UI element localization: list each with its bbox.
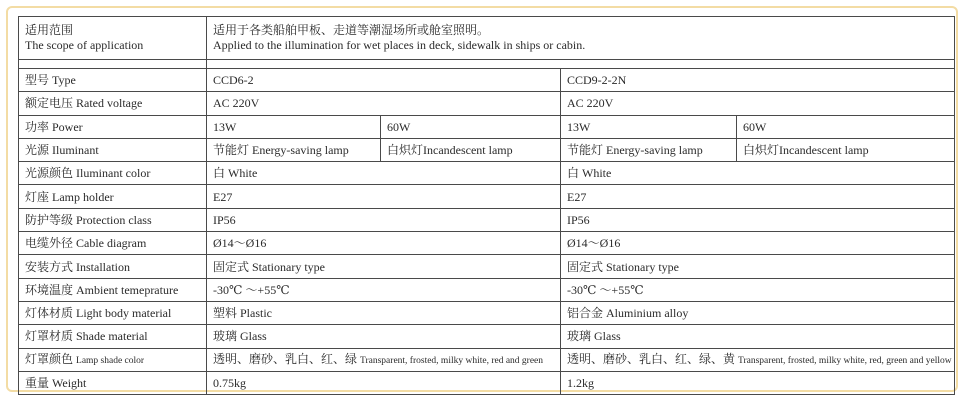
cell-model-a: 固定式 Stationary type [207,255,561,278]
cell-model-b: -30℃ ～+55℃ [561,278,955,301]
cell-model-a: 玻璃 Glass [207,325,561,348]
table-row-illuminant [19,138,955,161]
scope-label [19,17,207,60]
shade-color-label-cn: 灯罩颜色 [25,351,74,366]
row-label: 灯座 Lamp holder [19,185,207,208]
cell-model-a: -30℃ ～+55℃ [207,278,561,301]
row-label: 电缆外径 Cable diagram [19,232,207,255]
cell-model-b-2: 60W [737,115,955,138]
shade-color-b-en: Transparent, frosted, milky white, red, green and yellow [738,355,952,366]
cell-model-a-2: 60W [381,115,561,138]
cell-model-b: 玻璃 Glass [561,325,955,348]
cell-model-b-1: 节能灯 Energy-saving lamp [561,138,737,161]
row-label: 环境温度 Ambient temeprature [19,278,207,301]
scope-text-en: Applied to the illumination for wet places in deck, sidewalk in ships or cabin. [213,38,586,52]
row-label: 型号 Type [19,69,207,92]
table-row-shade-color [19,348,955,371]
cell-model-a: E27 [207,185,561,208]
shade-color-a-en: Transparent, frosted, milky white, red and green [360,355,544,366]
cell-model-b-1: 13W [561,115,737,138]
row-label: 灯罩材质 Shade material [19,325,207,348]
row-label: 功率 Power [19,115,207,138]
cell-model-a: IP56 [207,208,561,231]
table-row-cable [19,232,955,255]
cell-model-b: Ø14～Ø16 [561,232,955,255]
shade-color-label-en: Lamp shade color [76,355,145,366]
cell-model-b: 白 White [561,162,955,185]
cell-model-a: CCD6-2 [207,69,561,92]
scope-label-en: The scope of application [25,38,144,52]
table-row-temperature [19,278,955,301]
row-label: 光源 Iluminant [19,138,207,161]
cell-model-b: CCD9-2-2N [561,69,955,92]
table-row-protection [19,208,955,231]
cell-model-a: 白 White [207,162,561,185]
table-row-power [19,115,955,138]
table-row-type [19,69,955,92]
cell-model-a-1: 节能灯 Energy-saving lamp [207,138,381,161]
shade-color-a-cn: 透明、磨砂、乳白、红、绿 [213,351,358,366]
spec-table [18,16,955,395]
cell-model-a: AC 220V [207,92,561,115]
table-row-scope [19,17,955,60]
cell-model-b [561,348,955,371]
cell-model-a-1: 13W [207,115,381,138]
cell-model-a: 0.75kg [207,371,561,394]
row-label [19,348,207,371]
scope-label-cn: 适用范围 [25,23,74,37]
scope-value [207,17,955,60]
cell-model-b: IP56 [561,208,955,231]
cell-model-b-2: 白炽灯Incandescent lamp [737,138,955,161]
row-label: 灯体材质 Light body material [19,301,207,324]
cell-model-a [207,348,561,371]
table-row-body-material [19,301,955,324]
cell-model-b: E27 [561,185,955,208]
cell-model-b: 固定式 Stationary type [561,255,955,278]
cell-model-a: 塑料 Plastic [207,301,561,324]
scope-text-cn: 适用于各类船舶甲板、走道等潮湿场所或舱室照明。 [213,23,490,37]
shade-color-b-cn: 透明、磨砂、乳白、红、绿、黄 [567,351,736,366]
table-row-installation [19,255,955,278]
cell-model-b: 铝合金 Aluminium alloy [561,301,955,324]
spacer-cell [207,60,955,69]
row-label: 安装方式 Installation [19,255,207,278]
table-row-weight [19,371,955,394]
cell-model-b: AC 220V [561,92,955,115]
row-label: 额定电压 Rated voltage [19,92,207,115]
table-row-shade-material [19,325,955,348]
spacer-cell [19,60,207,69]
table-row-color [19,162,955,185]
cell-model-b: 1.2kg [561,371,955,394]
row-label: 光源颜色 Iluminant color [19,162,207,185]
cell-model-a-2: 白炽灯Incandescent lamp [381,138,561,161]
table-row-voltage [19,92,955,115]
row-label: 重量 Weight [19,371,207,394]
table-row-spacer [19,60,955,69]
row-label: 防护等级 Protection class [19,208,207,231]
table-row-holder [19,185,955,208]
cell-model-a: Ø14～Ø16 [207,232,561,255]
